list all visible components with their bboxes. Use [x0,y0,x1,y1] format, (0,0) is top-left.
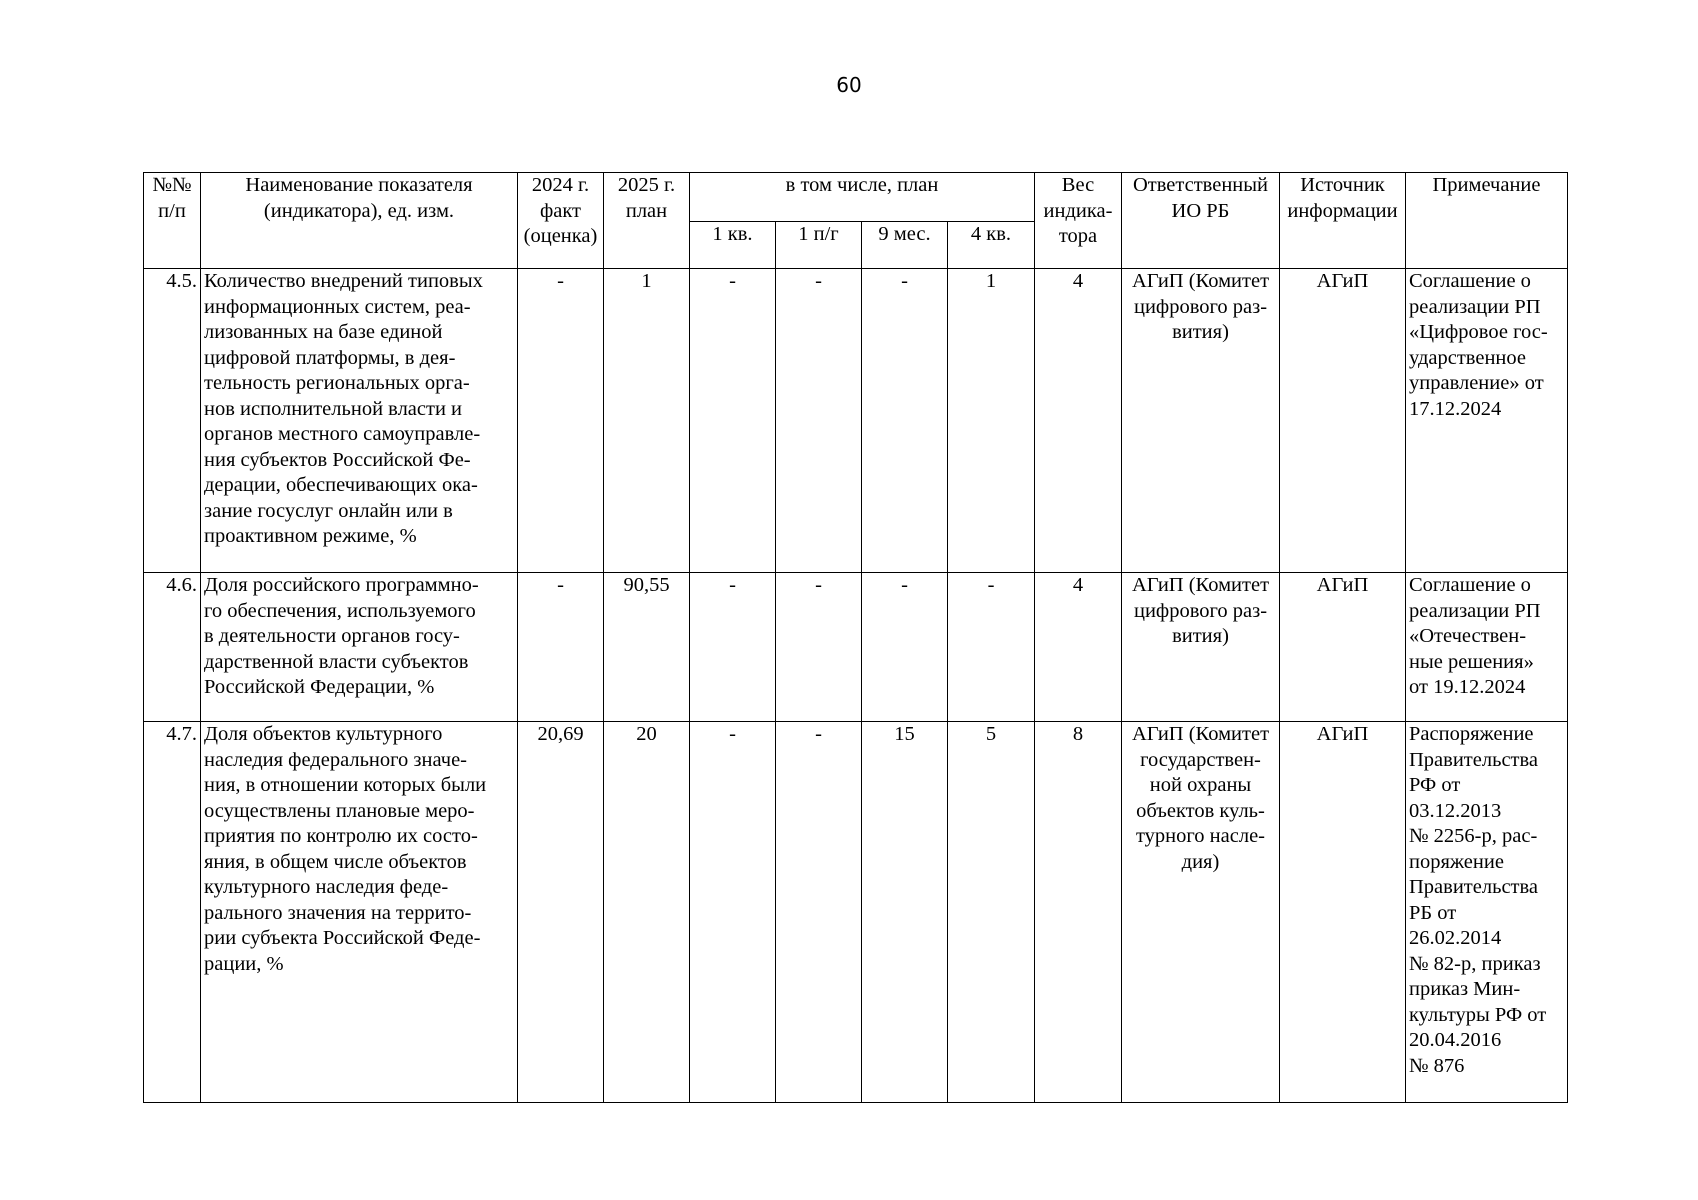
page-number: 60 [836,73,862,97]
header-row [144,173,1568,222]
row-name: Доля объектов культурного наследия федерального значе- ния, в отношении которых были осуществлены плановые меро- приятия по контролю их состо- яния, в общем числе объектов культурного наследия феде- рального значения на террито- рии субъекта Российской Феде- рации, % [201,722,518,1103]
table-row [144,722,1568,1103]
header-m9: 9 мес. [862,222,948,269]
row-plan-2025: 90,55 [604,573,690,722]
row-m9: - [862,573,948,722]
header-note: Примечание [1406,173,1568,269]
header-responsible: Ответственный ИО РБ [1122,173,1280,269]
header-q1: 1 кв. [690,222,776,269]
row-responsible: АГиП (Комитет цифрового раз- вития) [1122,269,1280,573]
header-q4: 4 кв. [948,222,1035,269]
row-q4: - [948,573,1035,722]
row-responsible: АГиП (Комитет государствен- ной охраны объектов куль- турного насле- дия) [1122,722,1280,1103]
header-weight: Вес индика- тора [1035,173,1122,269]
row-fact-2024: - [518,269,604,573]
row-note: Распоряжение Правительства РФ от 03.12.2013 № 2256-р, рас- поряжение Правительства РБ от 26.02.2014 № 82-р, приказ приказ Мин- культуры РФ от 20.04.2016 № 876 [1406,722,1568,1103]
header-h1: 1 п/г [776,222,862,269]
row-q1: - [690,573,776,722]
row-source: АГиП [1280,573,1406,722]
row-fact-2024: - [518,573,604,722]
row-m9: - [862,269,948,573]
header-num: №№ п/п [144,173,201,269]
indicators-table [143,172,1568,1103]
row-num: 4.7. [144,722,201,1103]
row-h1: - [776,269,862,573]
row-source: АГиП [1280,269,1406,573]
row-plan-2025: 20 [604,722,690,1103]
row-fact-2024: 20,69 [518,722,604,1103]
row-note: Соглашение о реализации РП «Отечествен- ные решения» от 19.12.2024 [1406,573,1568,722]
header-source: Источник информации [1280,173,1406,269]
row-q4: 1 [948,269,1035,573]
row-weight: 8 [1035,722,1122,1103]
row-h1: - [776,573,862,722]
row-source: АГиП [1280,722,1406,1103]
header-incl-plan: в том числе, план [690,173,1035,222]
row-weight: 4 [1035,269,1122,573]
row-h1: - [776,722,862,1103]
table-row [144,269,1568,573]
header-plan-2025: 2025 г. план [604,173,690,269]
header-name: Наименование показателя (индикатора), ед. изм. [201,173,518,269]
row-q1: - [690,269,776,573]
table-row [144,573,1568,722]
row-m9: 15 [862,722,948,1103]
row-responsible: АГиП (Комитет цифрового раз- вития) [1122,573,1280,722]
row-name: Количество внедрений типовых информационных систем, реа- лизованных на базе единой цифровой платформы, в дея- тельность региональных орга- нов исполнительной власти и органов местного самоуправле- ния субъектов Российской Фе- дерации, обеспечивающих ока- зание госуслуг онлайн или в проактивном режиме, % [201,269,518,573]
row-name: Доля российского программно- го обеспечения, используемого в деятельности органов госу- дарственной власти субъектов Российской Федерации, % [201,573,518,722]
row-weight: 4 [1035,573,1122,722]
header-fact-2024: 2024 г. факт (оценка) [518,173,604,269]
row-num: 4.6. [144,573,201,722]
row-plan-2025: 1 [604,269,690,573]
row-q4: 5 [948,722,1035,1103]
row-note: Соглашение о реализации РП «Цифровое гос- ударственное управление» от 17.12.2024 [1406,269,1568,573]
row-num: 4.5. [144,269,201,573]
row-q1: - [690,722,776,1103]
